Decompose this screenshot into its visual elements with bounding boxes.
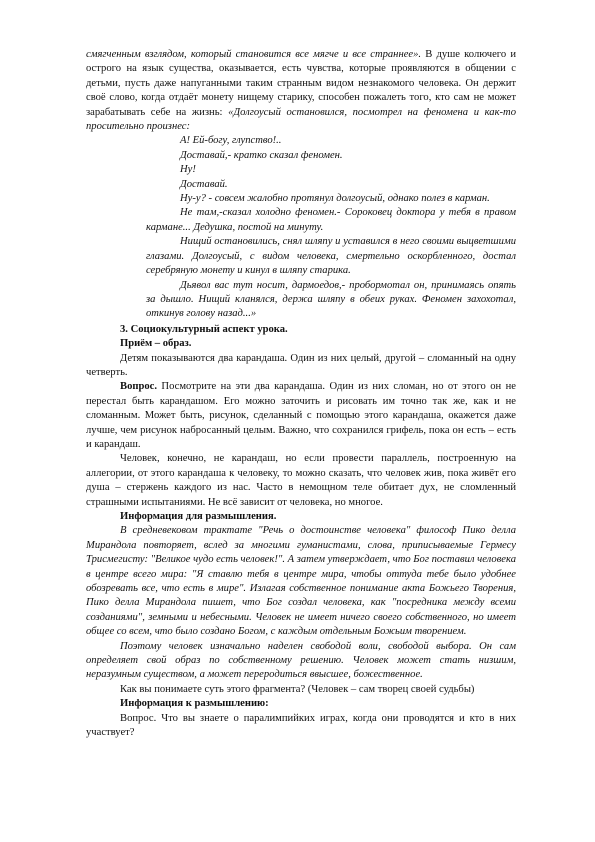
body-paragraph: Человек, конечно, не карандаш, но если провести параллель, построенную на аллегории, от этого карандаша к человеку, то можно сказать, что человек жив, пока живёт его душа – стержень каждого из нас. Часто в немощном теле обитает дух, не сломленный страшными испытаниями. Не всё зависит от человека, но многое. [86,453,516,508]
intro-italic-start: смягченным взглядом, который становится все мягче и все страннее». [86,49,422,60]
intro-italic-end: «Долгоусый остановился, посмотрел на феномена и как-то просительно произнес: [86,106,517,133]
body-paragraph: Детям показываются два карандаша. Один из них целый, другой – сломанный на одну четверть. [86,352,516,378]
quote-paragraph: Нищий остановились, снял шляпу и уставился в него своими выцветшими глазами. Долгоусый, с видом человека, смертельно оскорбленного, достал серебряную монету и кинул в шляпу старика. [146,236,516,277]
info-paragraph: Поэтому человек изначально наделен свободой воли, свободой выбора. Он сам определяет свой образ по собственному решению. Человек может стать низшим, неразумным существом, а может переродиться ввысшее, божественное. [86,640,516,681]
section-heading: 3. Социокультурный аспект урока. [120,323,288,335]
question-paragraph: Вопрос. Что вы знаете о паралимпийких играх, когда они проводятся и кто в них участвует? [86,712,516,739]
intro-paragraph [86,48,516,134]
section-subheading: Приём – образ. [120,338,192,350]
question-text: Посмотрите на эти два карандаша. Один из них сломан, но от этого он не перестал быть карандашом. Его можно заточить и рисовать им точно так же, как и не сломанным. Может быть, рисунок, сделанный с помощью этого карандаша, окажется даже лучше, чем рисунок набросанный целым. Важно, что сохранился грифель, пока он есть – есть и карандаш. [86,381,516,450]
dialogue-line: Доставай. [180,178,228,190]
dialogue-line: Ну-у? - совсем жалобно протянул долгоусый, однако полез в карман. [180,193,490,205]
question-paragraph [86,380,516,452]
info-heading: Информация для размышления. [120,511,277,522]
question-paragraph: Как вы понимаете суть этого фрагмента? (Человек – сам творец своей судьбы) [120,683,475,695]
dialogue-line: А! Ей-богу, глупство!.. [180,135,282,147]
dialogue-line: Доставай,- кратко сказал феномен. [180,149,343,161]
question-label: Вопрос. [120,381,158,393]
text-column [86,48,516,741]
quote-paragraph: Не там,-сказал холодно феномен.- Сороковец доктора у тебя в правом кармане... Дедушка, постой на минуту. [146,207,516,233]
dialogue-line: Ну! [180,164,196,176]
quote-paragraph: Дьявол вас тут носит, дармоедов,- пробормотал он, принимаясь опять за дышло. Нищий кланялся, держа шляпу в обеих руках. Феномен захохотал, откинув голову назад...» [146,279,516,320]
info-paragraph: В средневековом трактате "Речь о достоинстве человека" философ Пико делла Мирандола повторяет, вслед за многими гуманистами, слова, приписываемые Гермесу Трисмегисту: "Великое чудо есть человек!". А затем утверждает, что Бог поставил человека в центре всего мира: "Я ставлю тебя в центре мира, чтобы оттуда тебе было удобнее обозревать все, что есть в мире". Излагая собственное понимание акта Божьего Творения, Пико делла Мирандола пишет, что Бог создал человека, как "посредника между всеми созданиями", земными и небесными. Человек не имеет ничего своего собственного, но имеет общее со всем, что было создано Богом, с каждым отдельным Божьим творением. [86,525,516,638]
intro-text: В душе колючего и острого на язык существа, оказывается, есть чувства, которые проявляются в общении с детьми, пусть даже напуганными таким странным видом незнакомого человека. Он держит своё слово, когда отдаёт монету нищему старику, способен пожалеть того, кто сам не может зарабатывать себе на жизнь: [86,49,516,118]
info-heading: Информация к размышлению: [120,698,269,710]
